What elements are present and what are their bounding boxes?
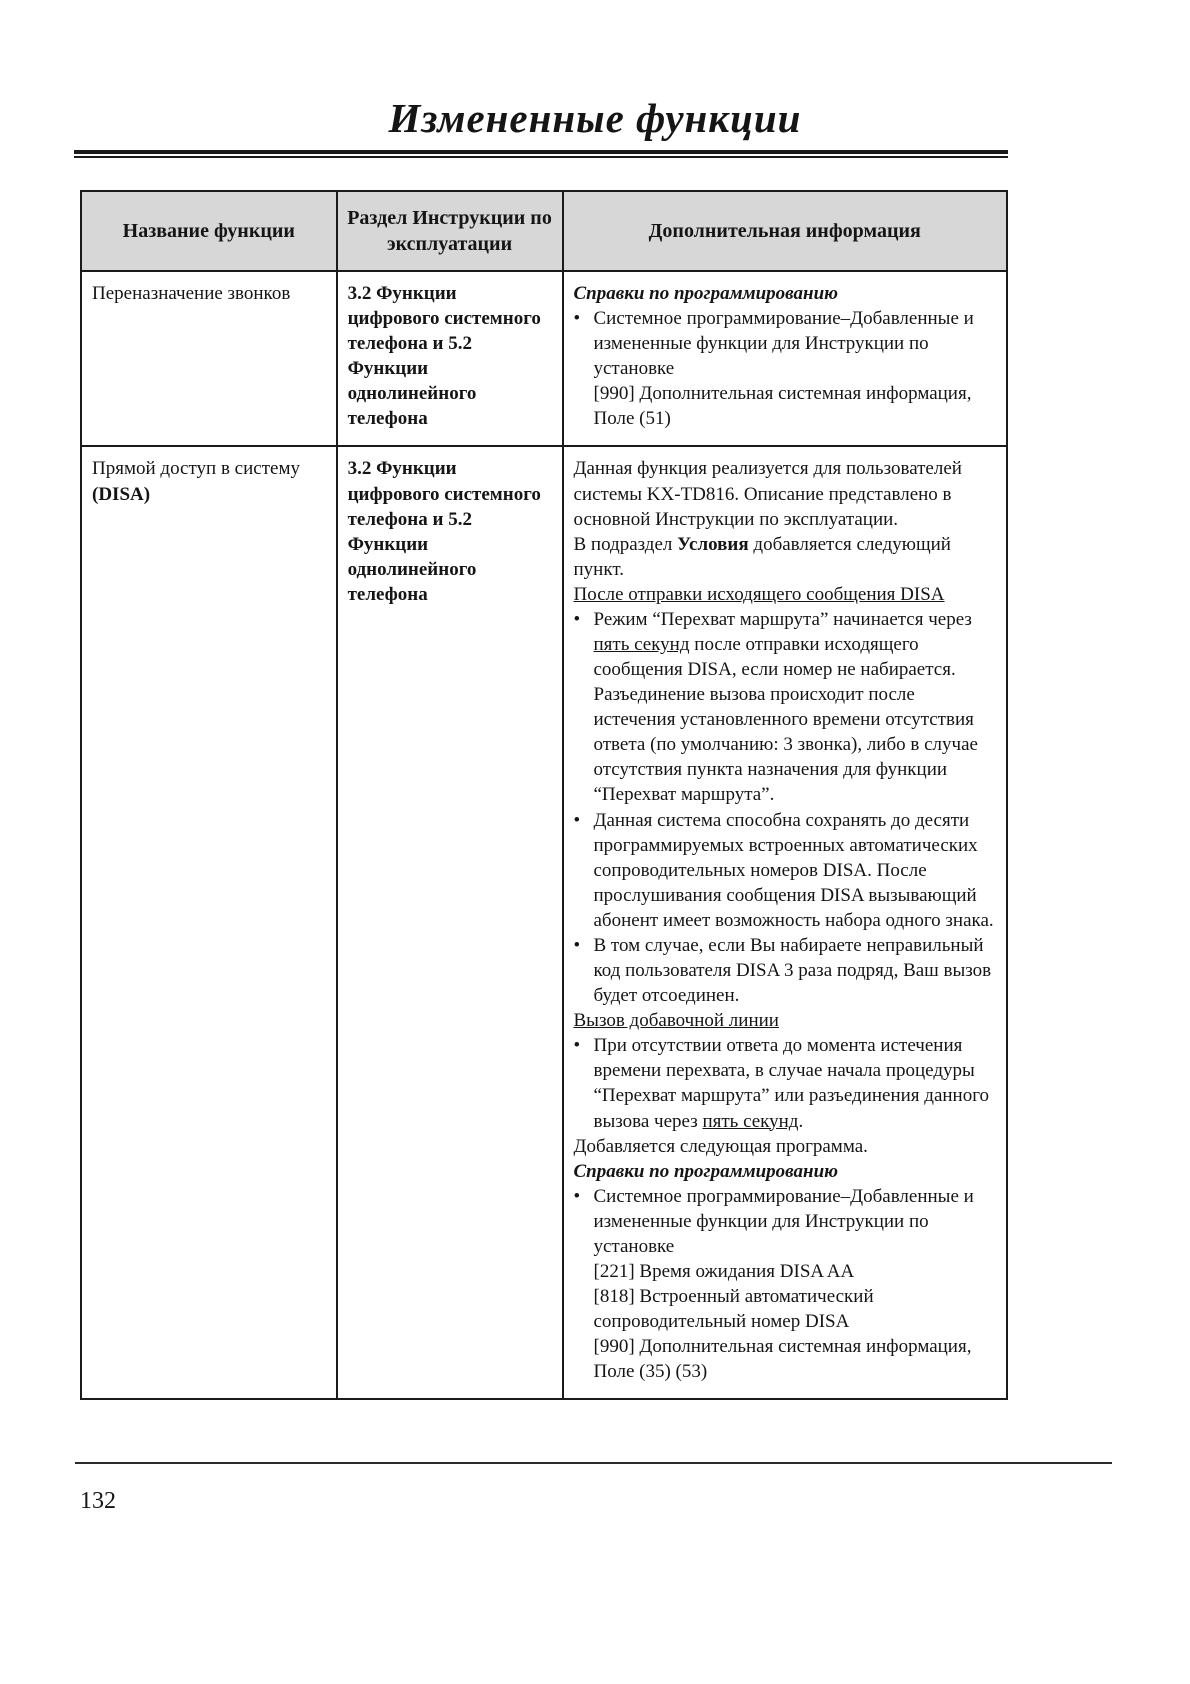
info-paragraph-bullet [574,1184,997,1259]
bullet-text: Системное программирование–Добавленные и измененные функции для Инструкции по установке [593,1185,974,1257]
info-paragraph-plain: В подраздел Условия добавляется следующий пункт. [573,533,951,580]
info-paragraph-bullet [574,808,997,933]
info-paragraph-sub: [990] Дополнительная системная информация, Поле (35) (53) [593,1336,972,1383]
bullet-text: При отсутствии ответа до момента истечения времени перехвата, в случае начала процедуры “Перехват маршрута” или разъединения данного вызова через пять секунд. [593,1035,990,1132]
bullet-icon: • [573,608,581,630]
table-row [81,446,1007,1399]
footer-divider [75,1462,1112,1464]
column-header-2: Дополнительная информация [563,191,1008,271]
manual-section-cell: 3.2 Функции цифрового системного телефона и 5.2 Функции однолинейного телефона [337,446,563,1399]
info-paragraph-bullet [574,306,997,381]
function-name-cell: Переназначение звонков [81,271,337,446]
features-table [80,190,1008,1400]
info-paragraph-plain: Данная функция реализуется для пользователей системы KX-TD816. Описание представлено в основной Инструкции по эксплуатации. [573,458,962,530]
info-paragraph-sub: [221] Время ожидания DISA AA [593,1260,855,1282]
bullet-icon: • [573,934,581,956]
column-header-0: Название функции [81,191,337,271]
bullet-text: Режим “Перехват маршрута” начинается через пять секунд после отправки исходящего сообщения DISA, если номер не набирается. Разъединение вызова происходит после истечения установленного времени отсутствия ответа (по умолчанию: 3 звонка), либо в случае отсутствия пункта назначения для функции “Перехват маршрута”. [593,608,978,806]
bullet-icon: • [573,809,581,831]
bullet-text: В том случае, если Вы набираете неправильный код пользователя DISA 3 раза подряд, Ваш вызов будет отсоединен. [593,934,992,1007]
info-paragraph-underline: После отправки исходящего сообщения DISA [573,583,945,605]
additional-info-cell [563,271,1008,446]
info-paragraph-bullet [574,1033,997,1133]
info-paragraph-bold-italic: Справки по программированию [573,1160,839,1182]
manual-section-cell: 3.2 Функции цифрового системного телефона и 5.2 Функции однолинейного телефона [337,271,563,446]
additional-info-cell [563,446,1008,1399]
table-header-row [81,191,1007,271]
info-paragraph-plain: Добавляется следующая программа. [573,1135,868,1157]
info-paragraph-bullet [574,933,997,1008]
bullet-text: Системное программирование–Добавленные и измененные функции для Инструкции по установке [593,308,974,380]
info-paragraph-underline: Вызов добавочной линии [573,1010,779,1032]
bullet-icon: • [573,1185,581,1207]
info-paragraph-sub: [818] Встроенный автоматический сопроводительный номер DISA [593,1286,874,1333]
title-divider [74,150,1008,158]
page-title: Измененные функции [388,95,802,141]
table-row [81,271,1007,446]
bullet-icon: • [573,1035,581,1057]
bullet-text: Данная система способна сохранять до десяти программируемых встроенных автоматических сопроводительных номеров DISA. После прослушивания сообщения DISA вызывающий абонент имеет возможность набора одного знака. [593,809,994,931]
info-paragraph-bullet [574,607,997,808]
page-number: 132 [80,1488,116,1514]
info-paragraph-bold-italic: Справки по программированию [573,283,839,304]
function-name-cell: Прямой доступ в систему (DISA) [81,446,337,1399]
column-header-1: Раздел Инструкции по эксплуатации [337,191,563,271]
info-paragraph-sub: [990] Дополнительная системная информация, Поле (51) [593,383,972,430]
bullet-icon: • [573,308,581,330]
